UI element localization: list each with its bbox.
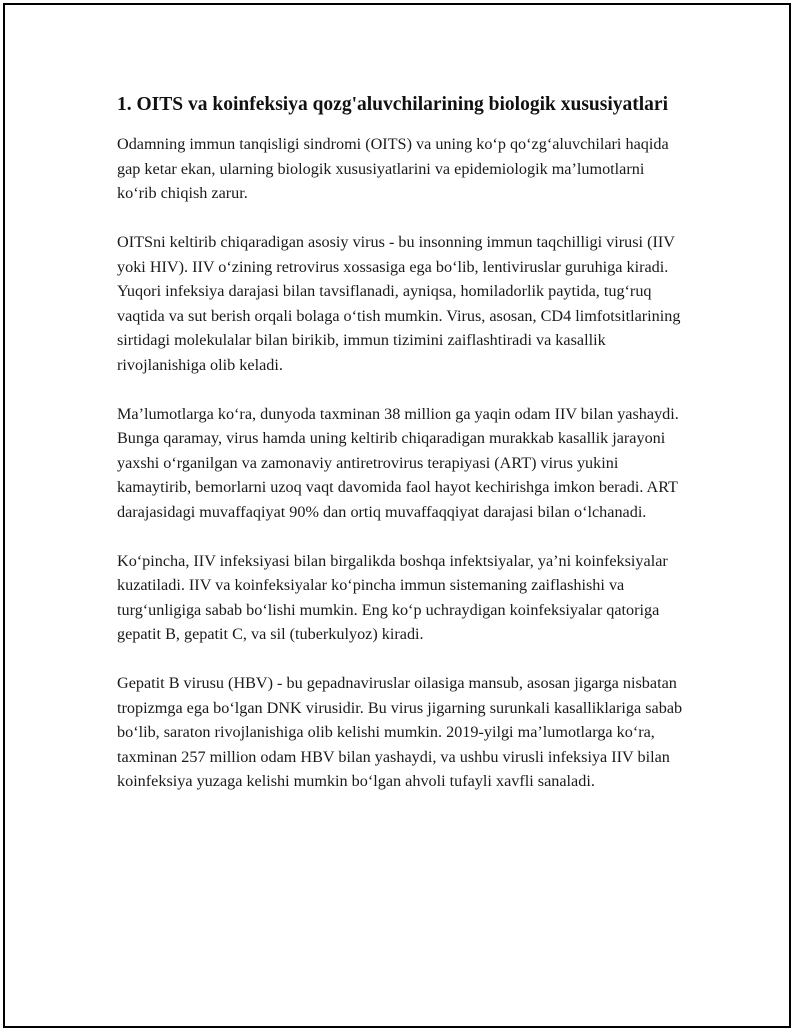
document-body (117, 92, 687, 818)
section-heading: 1. OITS va koinfeksiya qozg'aluvchilarining biologik xususiyatlari (117, 94, 668, 115)
paragraph-statistics: Ma’lumotlarga ko‘ra, dunyoda taxminan 38 million ga yaqin odam IIV bilan yashaydi. Bunga qaramay, virus hamda uning keltirib chiqaradigan murakkab kasallik jarayoni yaxshi o‘rganilgan va zamonaviy antiretrovirus terapiyasi (ART) virus yukini kamaytirib, bemorlarni uzoq vaqt davomida faol hayot kechirishga imkon beradi. ART darajasidagi muvaffaqiyat 90% dan ortiq muvaffaqqiyat darajasi bilan o‘lchanadi. (117, 404, 679, 521)
paragraph-hiv-virus: OITSni keltirib chiqaradigan asosiy virus - bu insonning immun taqchilligi virusi (IIV yoki HIV). IIV o‘zining retrovirus xossasiga ega bo‘lib, lentiviruslar guruhiga kiradi. Yuqori infeksiya darajasi bilan tavsiflanadi, ayniqsa, homiladorlik paytida, tug‘ruq vaqtida va sut berish orqali bolaga o‘tish mumkin. Virus, asosan, CD4 limfotsitlarining sirtidagi molekulalar bilan birikib, immun tizimini zaiflashtiradi va kasallik rivojlanishiga olib keladi. (117, 233, 681, 374)
paragraph-hepatitis-b: Gepatit B virusu (HBV) - bu gepadnaviruslar oilasiga mansub, asosan jigarga nisbatan tropizmga ega bo‘lgan DNK virusidir. Bu virus jigarning surunkali kasalliklariga sabab bo‘lib, saraton rivojlanishiga olib kelishi mumkin. 2019-yilgi ma’lumotlarga ko‘ra, taxminan 257 million odam HBV bilan yashaydi, va ushbu virusli infeksiya IIV bilan koinfeksiya yuzaga kelishi mumkin bo‘lgan ahvoli tufayli xavfli sanaladi. (117, 674, 683, 790)
paragraph-intro: Odamning immun tanqisligi sindromi (OITS) va uning ko‘p qo‘zg‘aluvchilari haqida gap ketar ekan, ularning biologik xususiyatlarini va epidemiologik ma’lumotlarni ko‘rib chiqish zarur. (117, 135, 669, 202)
paragraph-coinfections: Ko‘pincha, IIV infeksiyasi bilan birgalikda boshqa infektsiyalar, ya’ni koinfeksiyalar kuzatiladi. IIV va koinfeksiyalar ko‘pincha immun sistemaning zaiflashishi va turg‘unligiga sabab bo‘lishi mumkin. Eng ko‘p uchraydigan koinfeksiyalar qatoriga gepatit B, gepatit C, va sil (tuberkulyoz) kiradi. (117, 551, 668, 643)
